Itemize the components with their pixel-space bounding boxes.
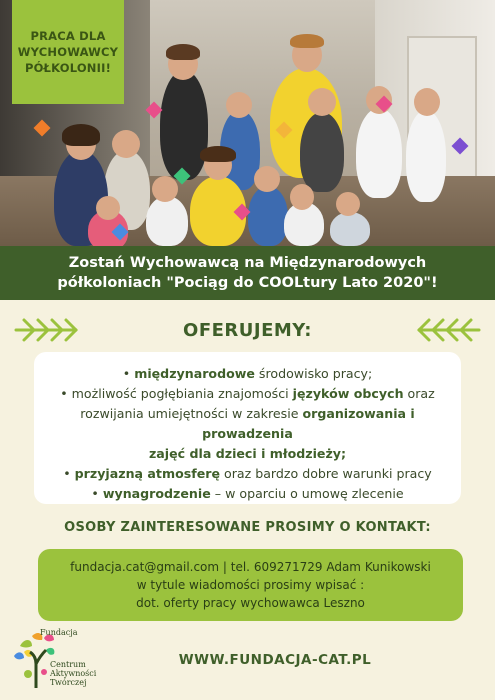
logo-word-3: Aktywności — [50, 669, 97, 678]
offer-emphasis: międzynarodowe — [134, 366, 255, 381]
badge-line-1: PRACA DLA — [30, 29, 106, 43]
offer-text: środowisko pracy; — [254, 366, 373, 381]
headline-line-2: półkoloniach "Pociąg do COOLtury Lato 2020"! — [57, 275, 438, 291]
headline-line-1: Zostań Wychowawcą na Międzynarodowych — [68, 255, 427, 271]
contact-box — [38, 549, 463, 621]
job-badge — [12, 0, 124, 104]
offer-line — [42, 364, 453, 384]
offer-text: oraz bardzo dobre warunki pracy — [220, 466, 432, 481]
logo-word-2: Centrum — [50, 660, 86, 669]
offer-text: • — [63, 466, 75, 481]
offer-text: • — [91, 486, 103, 501]
contact-heading: OSOBY ZAINTERESOWANE PROSIMY O KONTAKT: — [64, 520, 431, 535]
offer-list — [34, 352, 461, 504]
offer-text: rozwijania umiejętności w zakresie — [80, 406, 303, 421]
offer-line — [42, 384, 453, 404]
website-link[interactable]: WWW.FUNDACJA-CAT.PL — [178, 652, 372, 668]
offer-header — [0, 310, 495, 350]
offer-title: OFERUJEMY: — [183, 319, 312, 341]
foundation-logo — [10, 628, 100, 694]
offer-text: oraz — [403, 386, 435, 401]
group-photo — [0, 0, 495, 246]
offer-emphasis: organizowania i prowadzenia — [202, 406, 415, 441]
offer-text: • możliwość pogłębiania znajomości — [60, 386, 293, 401]
logo-word-4: Twórczej — [50, 678, 87, 687]
offer-emphasis: przyjazną atmosferę — [74, 466, 220, 481]
arrow-left-icon — [14, 316, 80, 344]
offer-line — [42, 444, 453, 464]
badge-line-2: WYCHOWAWCY — [17, 45, 119, 59]
offer-emphasis: języków obcych — [292, 386, 404, 401]
contact-instruction: w tytule wiadomości prosimy wpisać : — [136, 578, 365, 592]
offer-line — [42, 484, 453, 504]
offer-text: – w oparciu o umowę zlecenie — [210, 486, 404, 501]
offer-emphasis: wynagrodzenie — [102, 486, 211, 501]
offer-line — [42, 404, 453, 444]
offer-line — [42, 464, 453, 484]
badge-line-3: PÓŁKOLONII! — [24, 61, 112, 75]
arrow-right-icon — [415, 316, 481, 344]
headline-banner — [0, 246, 495, 300]
contact-email-phone[interactable]: fundacja.cat@gmail.com | tel. 609271729 Adam Kunikowski — [70, 560, 431, 574]
offer-text: • — [122, 366, 135, 381]
offer-emphasis: zajęć dla dzieci i młodzieży; — [148, 446, 347, 461]
logo-word-1: Fundacja — [40, 628, 78, 637]
contact-subject: dot. oferty pracy wychowawca Leszno — [136, 596, 365, 610]
